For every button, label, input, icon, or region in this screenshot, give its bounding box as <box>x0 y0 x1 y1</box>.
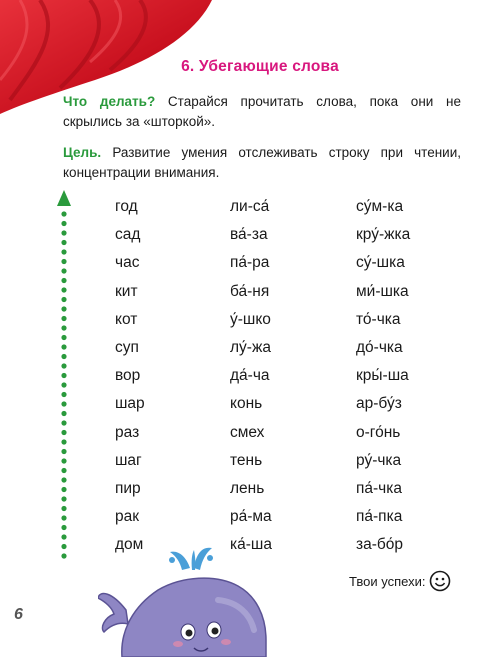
word-item: вор <box>115 367 141 385</box>
word-item: па́-ра <box>230 254 270 272</box>
word-column-3 <box>356 193 410 559</box>
page-number: 6 <box>14 606 23 623</box>
page-title: 6. Убегающие слова <box>181 58 339 75</box>
word-item: шар <box>115 395 145 413</box>
word-item: ба́-ня <box>230 282 270 300</box>
word-item: да́-ча <box>230 367 270 385</box>
word-item: раз <box>115 423 140 441</box>
word-item: тень <box>230 451 263 469</box>
word-item: па́-пка <box>356 508 403 526</box>
word-item: сад <box>115 226 141 244</box>
instruction-label: Что делать? <box>63 94 156 109</box>
word-item: час <box>115 254 140 272</box>
word-item: су́м-ка <box>356 198 404 215</box>
word-item: кот <box>115 310 138 328</box>
goal-label: Цель. <box>63 145 102 160</box>
word-item: кры́-ша <box>356 367 409 385</box>
word-item: лень <box>230 479 265 497</box>
whale-illustration <box>98 540 268 657</box>
word-item: ка́-ша <box>230 536 272 554</box>
word-item: за-бо́р <box>356 536 404 554</box>
instruction-text: Старайся прочитать слова, пока они не скрылись за «шторкой». <box>63 94 461 129</box>
word-item: конь <box>230 395 263 413</box>
word-item: шаг <box>115 451 142 469</box>
smiley-icon <box>429 570 451 592</box>
word-item: ли-са́ <box>230 198 270 215</box>
word-item: смех <box>230 423 265 441</box>
word-item: у́-шко <box>230 310 271 328</box>
word-item: су́-шка <box>356 254 405 272</box>
progress-label: Твои успехи: <box>349 573 426 589</box>
word-item: до́-чка <box>356 338 403 356</box>
word-item: ми́-шка <box>356 282 409 300</box>
word-item: ар-бу́з <box>356 395 402 413</box>
goal-text: Развитие умения отслеживать строку при чтении, концентрации внимания. <box>63 145 461 180</box>
word-item: кру́-жка <box>356 226 411 244</box>
word-item: то́-чка <box>356 310 401 328</box>
word-item: о-го́нь <box>356 423 401 441</box>
word-item: суп <box>115 338 139 356</box>
word-item: лу́-жа <box>230 338 271 356</box>
progress-area <box>349 570 451 592</box>
word-item: па́-чка <box>356 479 402 497</box>
word-column-2 <box>230 193 272 559</box>
word-item: ва́-за <box>230 226 268 244</box>
goal-paragraph <box>63 143 461 183</box>
word-item: ра́-ма <box>230 508 272 526</box>
instruction-paragraph <box>63 92 461 132</box>
word-column-1 <box>115 193 145 559</box>
word-item: кит <box>115 282 138 300</box>
word-item: дом <box>115 536 144 554</box>
word-item: год <box>115 198 138 215</box>
word-item: пир <box>115 479 141 497</box>
word-item: рак <box>115 508 140 526</box>
dotted-arrow-up-icon <box>54 190 74 560</box>
word-item: ру́-чка <box>356 451 402 469</box>
